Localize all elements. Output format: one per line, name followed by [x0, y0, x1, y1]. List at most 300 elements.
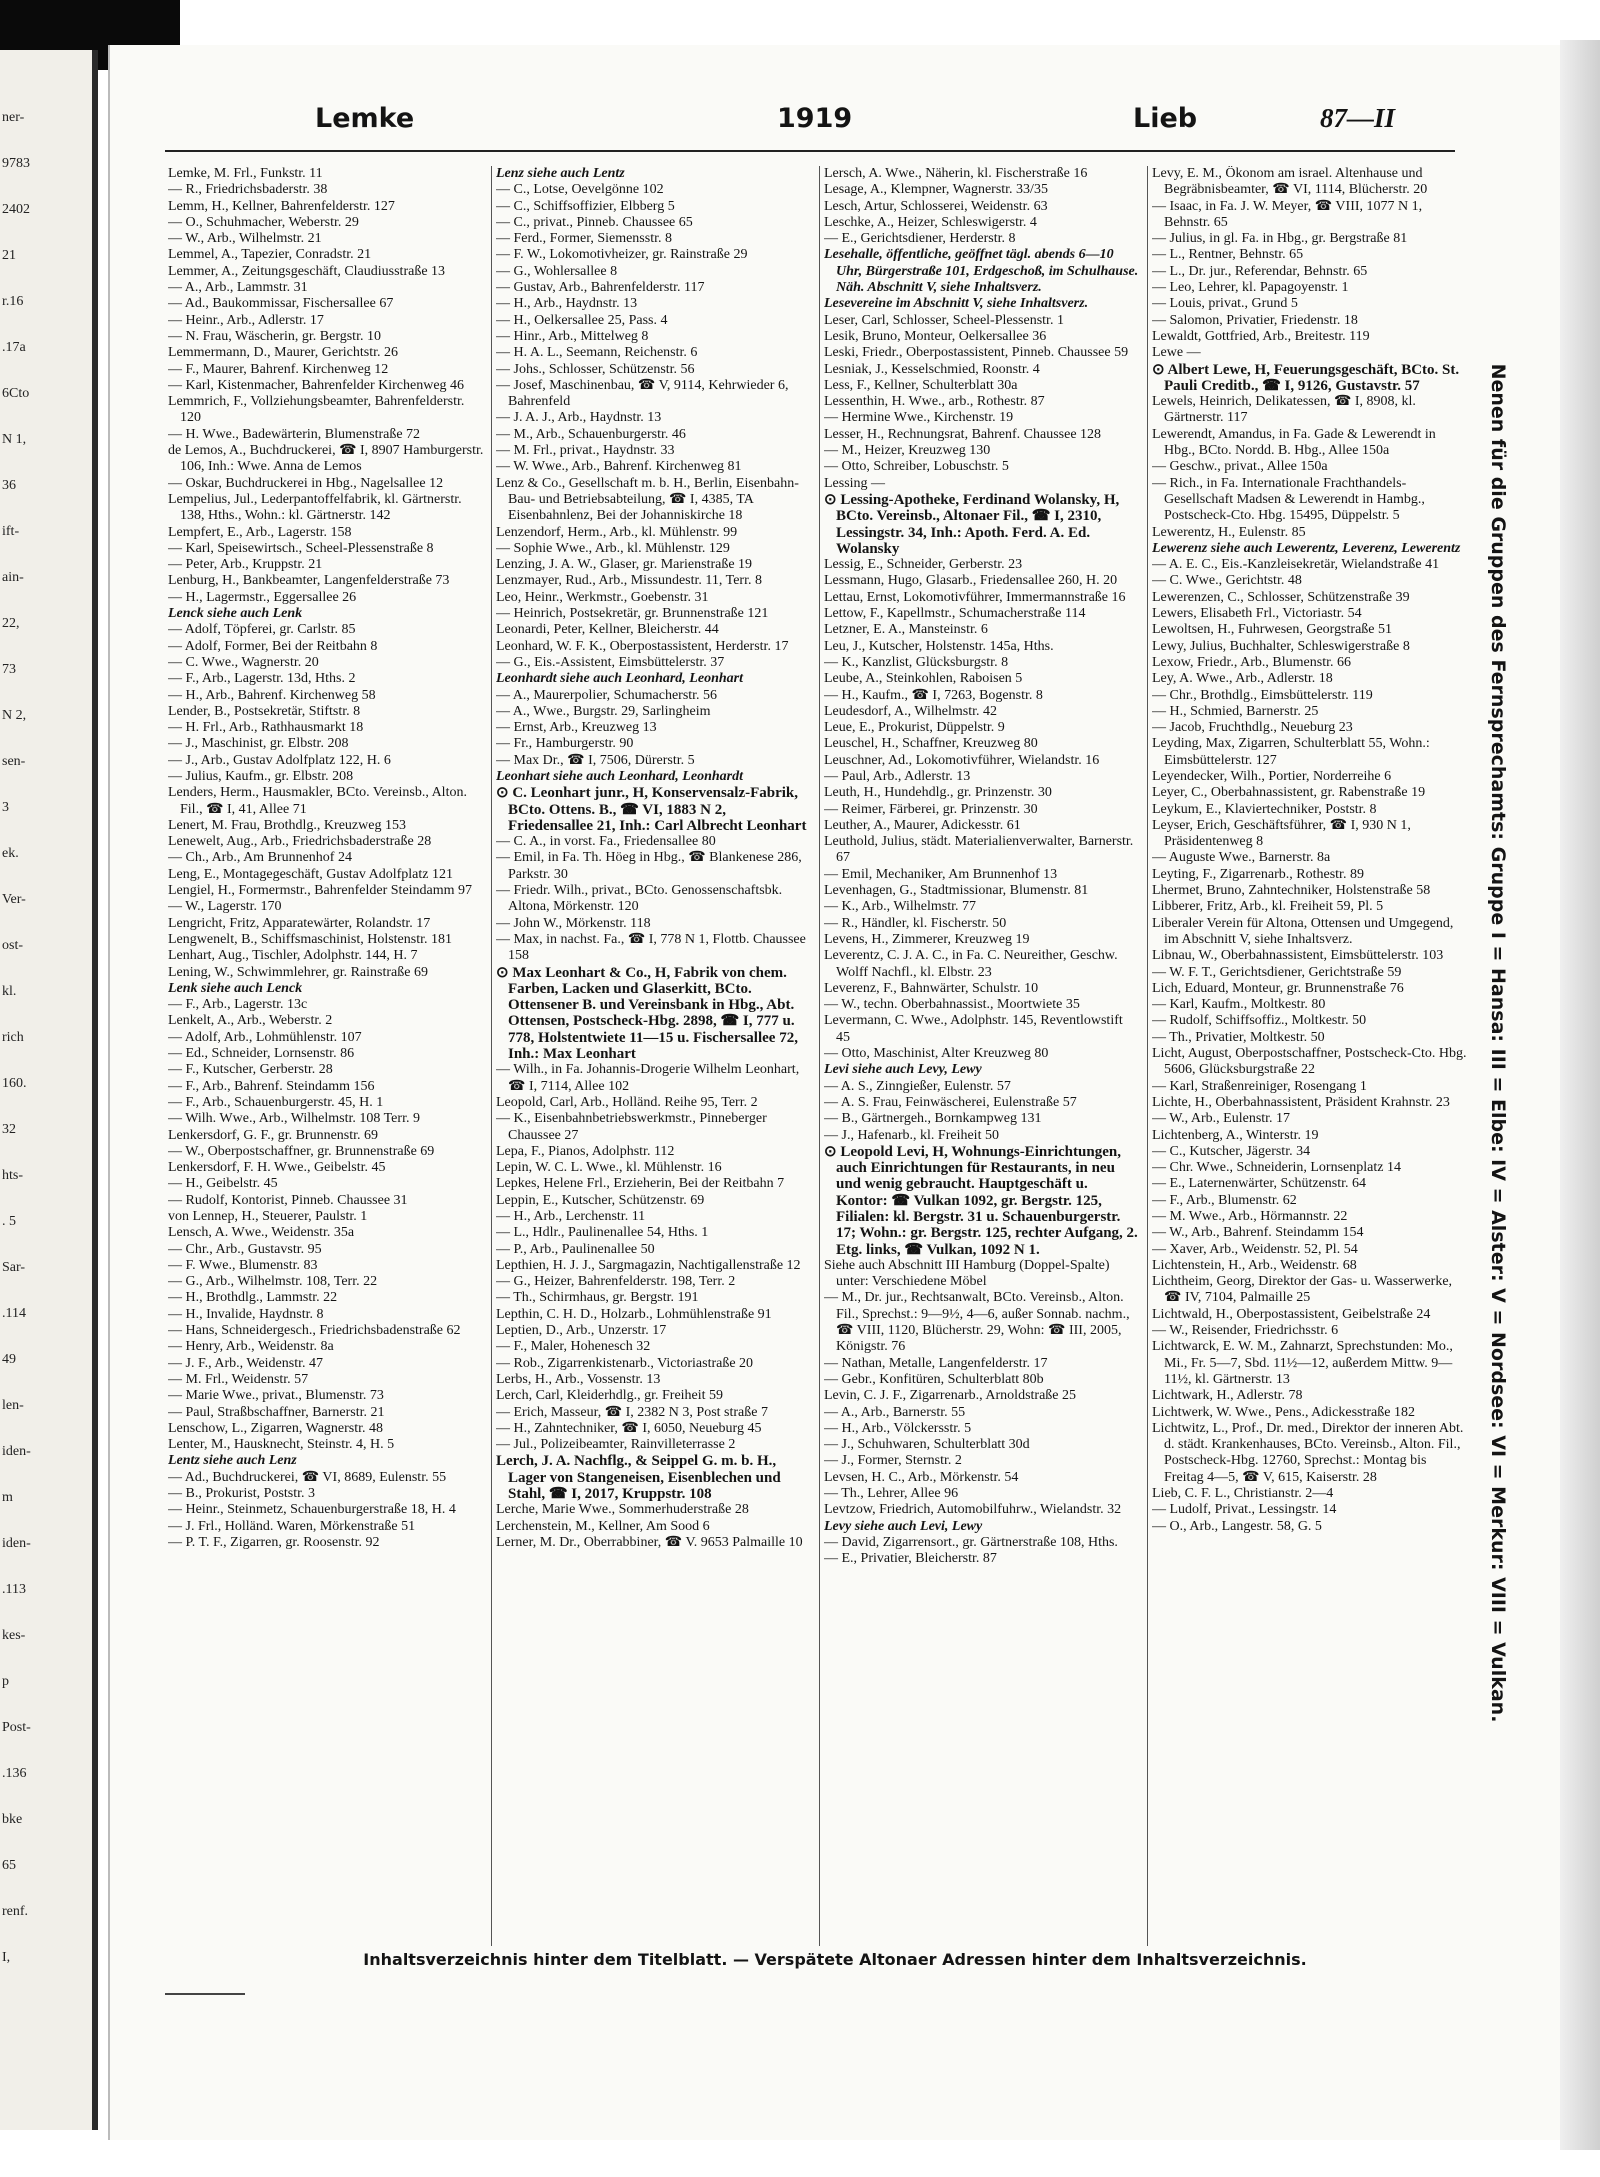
directory-entry: — W., Arb., Wilhelmstr. 21 [168, 231, 322, 247]
directory-entry: Lemm, H., Kellner, Bahrenfelderstr. 127 [168, 198, 395, 214]
page-header [165, 103, 1445, 147]
directory-entry: Leuschel, H., Schaffner, Kreuzweg 80 [824, 736, 1038, 752]
directory-entry: — Rudolf, Kontorist, Pinneb. Chaussee 31 [168, 1192, 408, 1208]
directory-entry: — L., Hdlr., Paulinenallee 54, Hths. 1 [496, 1225, 709, 1241]
directory-entry: — J. F., Arb., Weidenstr. 47 [168, 1355, 323, 1371]
directory-entry: Lesehalle, öffentliche, geöffnet tägl. abends 6—10 Uhr, Bürgerstraße 101, Erdgeschoß, im Schulhause. Näh. Abschnitt V, siehe Inhaltsverz. [824, 247, 1139, 296]
directory-entry: ⊙ Leopold Levi, H, Wohnungs-Einrichtungen, auch Einrichtungen für Restaurants, in neu und wenig gebraucht. Hauptgeschäft u. Kontor: ☎ Vulkan 1092, gr. Bergstr. 125, Filialen: kl. Bergstr. 31 u. Schauenburgerstr. 17; Wohn.: gr. Bergstr. 125, rechter Aufgang, 2. Etg. links, ☎ Vulkan, 1092 N 1. [824, 1143, 1138, 1258]
directory-entry: Lewers, Elisabeth Frl., Victoriastr. 54 [1152, 606, 1362, 622]
directory-entry: — Adolf, Arb., Lohmühlenstr. 107 [168, 1029, 362, 1045]
directory-entry: — A. S. Frau, Feinwäscherei, Eulenstraße 57 [824, 1094, 1077, 1110]
directory-entry: — Th., Privatier, Moltkestr. 50 [1152, 1029, 1325, 1045]
directory-entry: Lesik, Bruno, Monteur, Oelkersallee 36 [824, 328, 1047, 344]
directory-entry: — Ad., Baukommissar, Fischersallee 67 [168, 296, 394, 312]
directory-entry: — Oskar, Buchdruckerei in Hbg., Nagelsallee 12 [168, 475, 444, 491]
header-rule [165, 150, 1455, 152]
adjacent-page-fragment: 160. [2, 1076, 27, 1091]
directory-entry: — G., Arb., Wilhelmstr. 108, Terr. 22 [168, 1274, 378, 1290]
directory-entry: — B., Gärtnergeh., Bornkampweg 131 [824, 1111, 1042, 1127]
directory-entry: Lesage, A., Klempner, Wagnerstr. 33/35 [824, 182, 1048, 198]
directory-entry: — G., Heizer, Bahrenfelderstr. 198, Terr. 2 [496, 1274, 736, 1290]
adjacent-page-fragment: 6Cto [2, 386, 30, 401]
directory-entry: — A., Arb., Lammstr. 31 [168, 280, 308, 296]
directory-entry: — Ch., Arb., Am Brunnenhof 24 [168, 850, 352, 866]
directory-entry: — W. F. T., Gerichtsdiener, Gerichtstraße 59 [1152, 964, 1402, 980]
directory-entry: Lenkelt, A., Arb., Weberstr. 2 [168, 1013, 333, 1029]
adjacent-page-fragment: ost- [2, 938, 23, 953]
directory-entry: — Karl, Straßenreiniger, Rosengang 1 [1152, 1078, 1367, 1094]
directory-entry: — C., privat., Pinneb. Chaussee 65 [496, 214, 693, 230]
directory-entry: — Emil, in Fa. Th. Höeg in Hbg., ☎ Blankenese 286, Parkstr. 30 [496, 850, 802, 882]
directory-entry: — E., Privatier, Bleicherstr. 87 [824, 1551, 997, 1567]
directory-entry: Levin, C. J. F., Zigarrenarb., Arnoldstraße 25 [824, 1388, 1076, 1404]
directory-entry: Leverentz, C. J. A. C., in Fa. C. Neureither, Geschw. Wolff Nachfl., kl. Elbstr. 23 [824, 948, 1118, 980]
directory-entry: Lepkes, Helene Frl., Erzieherin, Bei der Reitbahn 7 [496, 1176, 785, 1192]
adjacent-page-fragment: rich [2, 1030, 24, 1045]
directory-entry: Lettow, F., Kapellmstr., Schumacherstraße 114 [824, 606, 1086, 622]
adjacent-page-fragment: .136 [2, 1766, 27, 1781]
directory-entry: — W., techn. Oberbahnassist., Moortwiete 35 [824, 997, 1080, 1013]
directory-entry: — Wilh., in Fa. Johannis-Drogerie Wilhelm Leonhart, ☎ I, 7114, Allee 102 [496, 1062, 800, 1094]
directory-entry: — A. S., Zinngießer, Eulenstr. 57 [824, 1078, 1011, 1094]
directory-entry: — J., Arb., Gustav Adolfplatz 122, H. 6 [168, 752, 391, 768]
directory-entry: — Isaac, in Fa. J. W. Meyer, ☎ VIII, 1077 N 1, Behnstr. 65 [1152, 198, 1423, 230]
directory-entry: — Ernst, Arb., Kreuzweg 13 [496, 720, 657, 736]
directory-entry: — Reimer, Färberei, gr. Prinzenstr. 30 [824, 801, 1038, 817]
directory-entry: — David, Zigarrensort., gr. Gärtnerstraße 108, Hths. [824, 1534, 1118, 1550]
directory-entry: — F., Arb., Blumenstr. 62 [1152, 1192, 1297, 1208]
directory-entry: — J., Maschinist, gr. Elbstr. 208 [168, 736, 349, 752]
adjacent-page-strip [0, 50, 98, 2130]
directory-entry: — F., Arb., Lagerstr. 13c [168, 997, 308, 1013]
directory-entry: — Hinr., Arb., Mittelweg 8 [496, 328, 649, 344]
directory-entry: — A., Maurerpolier, Schumacherstr. 56 [496, 687, 718, 703]
directory-entry: Leppin, E., Kutscher, Schützenstr. 69 [496, 1192, 705, 1208]
directory-entry: Leski, Friedr., Oberpostassistent, Pinneb. Chaussee 59 [824, 345, 1129, 361]
directory-entry: Lewaldt, Gottfried, Arb., Breitestr. 119 [1152, 328, 1370, 344]
directory-entry: — H., Geibelstr. 45 [168, 1176, 278, 1192]
directory-entry: Lenders, Herm., Hausmakler, BCto. Vereinsb., Alton. Fil., ☎ I, 41, Allee 71 [168, 785, 467, 817]
directory-entry: — Geschw., privat., Allee 150a [1152, 459, 1328, 475]
directory-entry: Lenburg, H., Bankbeamter, Langenfelderstraße 73 [168, 573, 450, 589]
adjacent-page-fragment: 2402 [2, 202, 30, 217]
directory-entry: — A., Arb., Barnerstr. 55 [824, 1404, 966, 1420]
directory-entry: — C. Wwe., Wagnerstr. 20 [168, 654, 319, 670]
directory-entry: — Jul., Polizeibeamter, Rainvilleterrasse 2 [496, 1437, 736, 1453]
directory-column-3 [824, 166, 1140, 1946]
adjacent-page-fragment: Ver- [2, 892, 26, 907]
directory-entry: Lenzendorf, Herm., Arb., kl. Mühlenstr. 99 [496, 524, 738, 540]
directory-entry: Lenkersdorf, G. F., gr. Brunnenstr. 69 [168, 1127, 379, 1143]
directory-entry: Lerche, Marie Wwe., Sommerhuderstraße 28 [496, 1502, 749, 1518]
directory-entry: — Friedr. Wilh., privat., BCto. Genossenschaftsbk. Altona, Mörkenstr. 120 [496, 883, 783, 915]
directory-entry: Lewerendt, Amandus, in Fa. Gade & Lewerendt in Hbg., BCto. Nordd. B. Hbg., Allee 150a [1152, 426, 1436, 459]
directory-entry: Leyser, Erich, Geschäftsführer, ☎ I, 930 N 1, Präsidentenweg 8 [1152, 817, 1411, 850]
directory-entry: Lemmrich, F., Vollziehungsbeamter, Bahrenfelderstr. 120 [168, 394, 465, 426]
directory-entry: Lensch, A. Wwe., Weidenstr. 35a [168, 1225, 355, 1241]
directory-entry: Lenck siehe auch Lenk [168, 606, 303, 622]
directory-entry: Lempelius, Jul., Lederpantoffelfabrik, kl. Gärtnerstr. 138, Hths., Wohn.: kl. Gärtnerstr. 142 [168, 491, 462, 524]
directory-entry: Lewels, Heinrich, Delikatessen, ☎ I, 8908, kl. Gärtnerstr. 117 [1152, 394, 1416, 426]
directory-entry: — N. Frau, Wäscherin, gr. Bergstr. 10 [168, 328, 381, 344]
adjacent-page-fragment: .113 [2, 1582, 26, 1597]
directory-entry: — Wilh. Wwe., Arb., Wilhelmstr. 108 Terr. 9 [168, 1111, 420, 1127]
adjacent-page-fragment: m [2, 1490, 13, 1505]
directory-entry: — Paul, Arb., Adlerstr. 13 [824, 768, 971, 784]
adjacent-page-fragment: .17a [2, 340, 26, 355]
directory-entry: — Heinr., Arb., Adlerstr. 17 [168, 312, 324, 328]
directory-entry: Licht, August, Oberpostschaffner, Postscheck-Cto. Hbg. 5606, Glücksburgstraße 22 [1152, 1046, 1467, 1078]
directory-entry: — C. A., in vorst. Fa., Friedensallee 80 [496, 834, 716, 850]
directory-entry: Less, F., Kellner, Schulterblatt 30a [824, 377, 1018, 393]
directory-entry: — H., Schmied, Barnerstr. 25 [1152, 703, 1319, 719]
directory-entry: — Rudolf, Schiffsoffiz., Moltkestr. 50 [1152, 1013, 1367, 1029]
directory-entry: Liberaler Verein für Altona, Ottensen und Umgegend, im Abschnitt V, siehe Inhaltsverz. [1152, 915, 1454, 947]
directory-entry: Lening, W., Schwimmlehrer, gr. Rainstraße 69 [168, 964, 428, 980]
adjacent-page-fragment: hts- [2, 1168, 23, 1183]
adjacent-page-fragment: 9783 [2, 156, 30, 171]
directory-entry: Lewoltsen, H., Fuhrwesen, Georgstraße 51 [1152, 622, 1393, 638]
directory-entry: — L., Rentner, Behnstr. 65 [1152, 247, 1304, 263]
directory-entry: Leonhart siehe auch Leonhard, Leonhardt [496, 768, 743, 784]
directory-entry: — O., Arb., Langestr. 58, G. 5 [1152, 1518, 1322, 1534]
directory-entry: — Johs., Schlosser, Schützenstr. 56 [496, 361, 695, 377]
directory-entry: — M. Frl., privat., Haydnstr. 33 [496, 443, 675, 459]
adjacent-page-fragment: 73 [2, 662, 16, 677]
telephone-exchange-legend: Nenen für die Gruppen des Fernsprechamts: Gruppe I = Hansa: III = Elbe: IV = Alster: V = Nordsee: VI = Merkur: VIII = Vulkan. [1487, 363, 1509, 1722]
adjacent-page-fragment: 21 [2, 248, 16, 263]
directory-entry: — Josef, Maschinenbau, ☎ V, 9114, Kehrwieder 6, Bahrenfeld [496, 377, 789, 410]
directory-entry: — A. E. C., Eis.-Kanzleisekretär, Wielandstraße 41 [1152, 557, 1440, 573]
directory-entry: Siehe auch Abschnitt III Hamburg (Doppel-Spalte) unter: Verschiedene Möbel [824, 1257, 1110, 1290]
directory-entry: — Chr., Brothdlg., Eimsbüttelerstr. 119 [1152, 687, 1373, 703]
column-divider [1147, 166, 1148, 1946]
directory-entry: — Xaver, Arb., Weidenstr. 52, Pl. 54 [1152, 1241, 1358, 1257]
directory-entry: Lenschow, L., Zigarren, Wagnerstr. 48 [168, 1420, 384, 1436]
directory-entry: — H., Arb., Lerchenstr. 11 [496, 1209, 646, 1224]
header-year: 1919 [777, 103, 853, 134]
directory-entry: Lenhart, Aug., Tischler, Adolphstr. 144, H. 7 [168, 948, 418, 964]
directory-entry: Lempfert, E., Arb., Lagerstr. 158 [168, 524, 352, 540]
directory-entry: — P., Arb., Paulinenallee 50 [496, 1241, 655, 1257]
directory-entry: Lerch, Carl, Kleiderhdlg., gr. Freiheit 59 [496, 1388, 724, 1404]
directory-entry: Levsen, H. C., Arb., Mörkenstr. 54 [824, 1469, 1019, 1485]
directory-entry: ⊙ Lessing-Apotheke, Ferdinand Wolansky, H, BCto. Vereinsb., Altonaer Fil., ☎ I, 2310, Lessingstr. 34, Inh.: Apoth. Ferd. A. Ed. Wolansky [824, 491, 1120, 557]
directory-entry: — Otto, Schreiber, Lobuschstr. 5 [824, 459, 1009, 475]
directory-entry: — Heinrich, Postsekretär, gr. Brunnenstraße 121 [496, 606, 769, 622]
directory-entry: — Gebr., Konfitüren, Schulterblatt 80b [824, 1371, 1044, 1387]
directory-entry: — Salomon, Privatier, Friedenstr. 18 [1152, 312, 1358, 328]
adjacent-page-fragment: 22, [2, 616, 20, 631]
directory-entry: Leptien, D., Arb., Unzerstr. 17 [496, 1323, 667, 1339]
directory-entry: — W., Lagerstr. 170 [168, 899, 282, 915]
directory-entry: Leonardi, Peter, Kellner, Bleicherstr. 44 [496, 622, 719, 638]
directory-entry: Lerchenstein, M., Kellner, Am Sood 6 [496, 1518, 710, 1534]
directory-entry: — E., Laternenwärter, Schützenstr. 64 [1152, 1176, 1367, 1192]
column-divider [819, 166, 820, 1946]
directory-entry: ⊙ Max Leonhart & Co., H, Fabrik von chem. Farben, Lacken und Glaserkitt, BCto. Ottensener B. und Vereinsbank in Hbg., Abt. Ottensen, Postscheck-Hbg. 2898, ☎ I, 777 u. 778, Holstentwiete 11—15 u. Fischersallee 72, Inh.: Max Leonhart [496, 964, 798, 1063]
header-first-name: Lemke [315, 103, 415, 134]
directory-entry: — F., Arb., Schauenburgerstr. 45, H. 1 [168, 1094, 384, 1110]
directory-entry: — J. A. J., Arb., Haydnstr. 13 [496, 410, 662, 426]
directory-entry: — Karl, Kistenmacher, Bahrenfelder Kirchenweg 46 [168, 377, 465, 393]
adjacent-page-fragment: 49 [2, 1352, 16, 1367]
directory-entry: — C., Schiffsoffizier, Elbberg 5 [496, 198, 675, 214]
directory-entry: Lengwenelt, B., Schiffsmaschinist, Holstenstr. 181 [168, 931, 452, 947]
directory-entry: — R., Händler, kl. Fischerstr. 50 [824, 915, 1007, 931]
directory-entry: Levy siehe auch Levi, Lewy [824, 1518, 983, 1534]
directory-entry: — K., Eisenbahnbetriebswerkmstr., Pinneberger Chaussee 27 [496, 1111, 767, 1143]
directory-entry: Leu, J., Kutscher, Holstenstr. 145a, Hths. [824, 638, 1054, 654]
adjacent-page-fragment: 36 [2, 478, 16, 493]
directory-entry: — Hans, Schneidergesch., Friedrichsbadenstraße 62 [168, 1323, 461, 1339]
directory-entry: Lemmer, A., Zeitungsgeschäft, Claudiusstraße 13 [168, 263, 446, 279]
directory-entry: — Ferd., Former, Siemensstr. 8 [496, 231, 672, 247]
directory-entry: de Lemos, A., Buchdruckerei, ☎ I, 8907 Hamburgerstr. 106, Inh.: Wwe. Anna de Lemos [168, 443, 484, 475]
directory-entry: — Max Dr., ☎ I, 7506, Dürerstr. 5 [496, 752, 695, 768]
directory-entry: — G., Wohlersallee 8 [496, 263, 618, 279]
directory-entry: — M., Arb., Schauenburgerstr. 46 [496, 426, 686, 442]
directory-entry: — F. W., Lokomotivheizer, gr. Rainstraße 29 [496, 247, 748, 263]
directory-entry: Leyting, F., Zigarrenarb., Rothestr. 89 [1152, 866, 1364, 882]
directory-entry: — Emil, Mechaniker, Am Brunnenhof 13 [824, 866, 1058, 882]
adjacent-page-fragment: N 2, [2, 708, 27, 723]
directory-entry: Lemmermann, D., Maurer, Gerichtstr. 26 [168, 345, 398, 361]
directory-entry: Levenhagen, G., Stadtmissionar, Blumenstr. 81 [824, 883, 1089, 899]
directory-entry: — H., Arb., Haydnstr. 13 [496, 296, 638, 312]
directory-entry: Lenz siehe auch Lentz [496, 166, 625, 181]
directory-entry: — Otto, Maschinist, Alter Kreuzweg 80 [824, 1046, 1049, 1062]
directory-entry: Letzner, E. A., Mansteinstr. 6 [824, 622, 988, 638]
adjacent-page-fragment: sen- [2, 754, 26, 769]
directory-entry: Lichtheim, Georg, Direktor der Gas- u. Wasserwerke, ☎ IV, 7104, Palmaille 25 [1152, 1274, 1453, 1306]
directory-entry: — W., Oberpostschaffner, gr. Brunnenstraße 69 [168, 1143, 435, 1159]
directory-entry: — Ludolf, Privat., Lessingstr. 14 [1152, 1502, 1337, 1518]
directory-entry: — K., Kanzlist, Glücksburgstr. 8 [824, 654, 1009, 670]
directory-entry: — H., Invalide, Haydnstr. 8 [168, 1306, 324, 1322]
directory-entry: Lesch, Artur, Schlosserei, Weidenstr. 63 [824, 198, 1048, 214]
directory-entry: Leuther, A., Maurer, Adickesstr. 61 [824, 817, 1021, 833]
directory-entry: — H. Wwe., Badewärterin, Blumenstraße 72 [168, 426, 421, 442]
directory-entry: — H. A. L., Seemann, Reichenstr. 6 [496, 345, 698, 361]
adjacent-page-fragment: kl. [2, 984, 17, 999]
directory-entry: — H., Kaufm., ☎ I, 7263, Bogenstr. 8 [824, 687, 1043, 703]
directory-entry: — Adolf, Töpferei, gr. Carlstr. 85 [168, 622, 356, 638]
directory-entry: Lieb, C. F. L., Christianstr. 2—4 [1152, 1486, 1334, 1502]
page-edge-shadow [1560, 40, 1600, 2150]
directory-entry: — F., Maler, Hohenesch 32 [496, 1339, 651, 1355]
directory-entry: Leschke, A., Heizer, Schleswigerstr. 4 [824, 214, 1037, 230]
directory-entry: — F., Arb., Bahrenf. Steindamm 156 [168, 1078, 375, 1094]
directory-entry: Leonhard, W. F. K., Oberpostassistent, Herderstr. 17 [496, 638, 789, 654]
directory-entry: — O., Schuhmacher, Weberstr. 29 [168, 214, 359, 230]
directory-entry: — Adolf, Former, Bei der Reitbahn 8 [168, 638, 378, 654]
directory-entry: — F., Maurer, Bahrenf. Kirchenweg 12 [168, 361, 389, 377]
footer-rule [165, 1993, 245, 1995]
adjacent-page-fragment: p [2, 1674, 9, 1689]
directory-entry: — Heinr., Steinmetz, Schauenburgerstraße 18, H. 4 [168, 1502, 456, 1518]
directory-entry: — Nathan, Metalle, Langenfelderstr. 17 [824, 1355, 1048, 1371]
directory-entry: Lessenthin, H. Wwe., arb., Rothestr. 87 [824, 394, 1045, 410]
directory-entry: Lhermet, Bruno, Zahntechniker, Holstenstraße 58 [1152, 883, 1431, 899]
directory-entry: Leube, A., Steinkohlen, Raboisen 5 [824, 671, 1023, 687]
directory-entry: Lesser, H., Rechnungsrat, Bahrenf. Chaussee 128 [824, 426, 1102, 442]
directory-entry: — C. Wwe., Gerichtstr. 48 [1152, 573, 1302, 589]
directory-entry: — K., Arb., Wilhelmstr. 77 [824, 899, 977, 915]
directory-entry: Lenewelt, Aug., Arb., Friedrichsbaderstraße 28 [168, 834, 432, 850]
directory-entry: Leyendecker, Wilh., Portier, Norderreihe 6 [1152, 768, 1392, 784]
directory-entry: — W., Arb., Bahrenf. Steindamm 154 [1152, 1225, 1364, 1241]
directory-entry: — Rich., in Fa. Internationale Frachthandels-Gesellschaft Madsen & Lewerendt in Hambg., Postscheck-Cto. Hbg. 15495, Düppelstr. 5 [1152, 475, 1425, 524]
directory-entry: Levy, E. M., Ökonom am israel. Altenhause und Begräbnisbeamter, ☎ VI, 1114, Blücherstr. 20 [1152, 166, 1428, 198]
directory-entry: — Sophie Wwe., Arb., kl. Mühlenstr. 129 [496, 540, 730, 556]
directory-entry: Lepthin, C. H. D., Holzarb., Lohmühlenstraße 91 [496, 1306, 772, 1322]
directory-entry: — W. Wwe., Arb., Bahrenf. Kirchenweg 81 [496, 459, 742, 475]
book-gutter [92, 50, 98, 2130]
directory-entry: von Lennep, H., Steuerer, Paulstr. 1 [168, 1209, 368, 1224]
directory-entry: Leuthold, Julius, städt. Materialienverwalter, Barnerstr. 67 [824, 834, 1134, 866]
adjacent-page-fragment: N 1, [2, 432, 27, 447]
directory-entry: — Jacob, Fruchthdlg., Neueburg 23 [1152, 720, 1353, 736]
directory-entry: Lichtenberg, A., Winterstr. 19 [1152, 1127, 1319, 1143]
directory-entry: ⊙ Albert Lewe, H, Feuerungsgeschäft, BCto. St. Pauli Creditb., ☎ I, 9126, Gustavstr. 57 [1152, 361, 1460, 394]
directory-entry: — M. Wwe., Arb., Hörmannstr. 22 [1152, 1209, 1348, 1224]
directory-entry: Lenk siehe auch Lenck [168, 980, 303, 996]
directory-entry: Leudesdorf, A., Wilhelmstr. 42 [824, 703, 997, 719]
directory-column-4 [1152, 166, 1468, 1946]
adjacent-page-fragment: Sar- [2, 1260, 26, 1275]
directory-entry: Levermann, C. Wwe., Adolphstr. 145, Reventlowstift 45 [824, 1013, 1123, 1045]
directory-entry: — G., Eis.-Assistent, Eimsbüttelerstr. 37 [496, 654, 725, 670]
directory-entry: Leuth, H., Hundehdlg., gr. Prinzenstr. 30 [824, 785, 1052, 801]
directory-entry: — Erich, Masseur, ☎ I, 2382 N 3, Post straße 7 [496, 1404, 768, 1420]
directory-entry: Lewerenzen, C., Schlosser, Schützenstraße 39 [1152, 589, 1410, 605]
directory-entry: — Leo, Lehrer, kl. Papagoyenstr. 1 [1152, 280, 1349, 296]
directory-entry: — Karl, Speisewirtsch., Scheel-Plessenstraße 8 [168, 540, 434, 556]
directory-entry: Leopold, Carl, Arb., Holländ. Reihe 95, Terr. 2 [496, 1094, 758, 1110]
directory-entry: — H., Arb., Völckersstr. 5 [824, 1420, 972, 1436]
directory-entry: — Auguste Wwe., Barnerstr. 8a [1152, 850, 1331, 866]
directory-entry: — Julius, Kaufm., gr. Elbstr. 208 [168, 768, 354, 784]
directory-entry: Lewy, Julius, Buchhalter, Schleswigerstraße 8 [1152, 638, 1410, 654]
directory-column-1 [168, 166, 484, 1946]
adjacent-page-fragment: 3 [2, 800, 9, 815]
directory-entry: — Paul, Straßbschaffner, Barnerstr. 21 [168, 1404, 385, 1420]
directory-entry: Lesniak, J., Kesselschmied, Roonstr. 4 [824, 361, 1040, 377]
adjacent-page-fragment: renf. [2, 1904, 29, 1919]
directory-entry: Lenert, M. Frau, Brothdlg., Kreuzweg 153 [168, 817, 406, 833]
directory-entry: Leue, E., Prokurist, Düppelstr. 9 [824, 720, 1005, 736]
directory-entry: — L., Dr. jur., Referendar, Behnstr. 65 [1152, 263, 1368, 279]
directory-entry: — H., Zahntechniker, ☎ I, 6050, Neueburg 45 [496, 1420, 762, 1436]
adjacent-page-fragment: ift- [2, 524, 20, 539]
directory-entry: — Ed., Schneider, Lornsenstr. 86 [168, 1046, 355, 1062]
directory-entry: — H., Brothdlg., Lammstr. 22 [168, 1290, 338, 1306]
directory-entry: Lenzing, J. A. W., Glaser, gr. Marienstraße 19 [496, 557, 753, 573]
adjacent-page-fragment: 32 [2, 1122, 16, 1137]
directory-entry: Lich, Eduard, Monteur, gr. Brunnenstraße 76 [1152, 980, 1404, 996]
directory-entry: ⊙ C. Leonhart junr., H, Konservensalz-Fabrik, BCto. Ottens. B., ☎ VI, 1883 N 2, Friedensallee 21, Inh.: Carl Albrecht Leonhart [496, 785, 807, 834]
directory-entry: Leverenz, F., Bahnwärter, Schulstr. 10 [824, 980, 1039, 996]
adjacent-page-fragment: I, [2, 1950, 11, 1965]
directory-entry: Lexow, Friedr., Arb., Blumenstr. 66 [1152, 654, 1351, 670]
directory-entry: — F. Wwe., Blumenstr. 83 [168, 1257, 318, 1273]
directory-entry: Lichtwark, H., Adlerstr. 78 [1152, 1388, 1303, 1404]
page-footer: Inhaltsverzeichnis hinter dem Titelblatt. — Verspätete Altonaer Adressen hinter dem Inhaltsverzeichnis. [363, 1950, 1307, 1969]
directory-entry: Levens, H., Zimmerer, Kreuzweg 19 [824, 931, 1030, 947]
directory-entry: — Hermine Wwe., Kirchenstr. 19 [824, 410, 1014, 426]
adjacent-page-fragment: ain- [2, 570, 24, 585]
directory-entry: Libberer, Fritz, Arb., kl. Freiheit 59, Pl. 5 [1152, 899, 1384, 915]
directory-entry: — B., Prokurist, Poststr. 3 [168, 1486, 316, 1502]
directory-entry: Lenzmayer, Rud., Arb., Missundestr. 11, Terr. 8 [496, 573, 762, 589]
header-page-number: 87—II [1320, 103, 1396, 133]
directory-entry: — E., Gerichtsdiener, Herderstr. 8 [824, 231, 1016, 247]
directory-entry: — Marie Wwe., privat., Blumenstr. 73 [168, 1388, 384, 1404]
directory-column-2 [496, 166, 812, 1946]
directory-entry: Lersch, A. Wwe., Näherin, kl. Fischerstraße 16 [824, 166, 1088, 181]
adjacent-page-fragment: . 5 [2, 1214, 16, 1229]
directory-entry: — H., Oelkersallee 25, Pass. 4 [496, 312, 668, 328]
column-divider [491, 166, 492, 1946]
adjacent-page-fragment: ek. [2, 846, 19, 861]
directory-entry: — Julius, in gl. Fa. in Hbg., gr. Bergstraße 81 [1152, 231, 1408, 247]
directory-entry: Lewe — [1152, 345, 1201, 361]
side-margin-note [1478, 255, 1518, 1830]
directory-entry: Lerner, M. Dr., Oberrabbiner, ☎ V. 9653 Palmaille 10 [496, 1534, 803, 1550]
directory-entry: Lentz siehe auch Lenz [168, 1453, 297, 1469]
directory-entry: Leyding, Max, Zigarren, Schulterblatt 55, Wohn.: Eimsbüttelerstr. 127 [1152, 736, 1430, 768]
directory-entry: — John W., Mörkenstr. 118 [496, 915, 651, 931]
adjacent-page-fragment: ner- [2, 110, 25, 125]
directory-entry: Libnau, W., Oberbahnassistent, Eimsbüttelerstr. 103 [1152, 948, 1444, 964]
directory-entry: — Gustav, Arb., Bahrenfelderstr. 117 [496, 280, 705, 296]
directory-entry: — H., Lagermstr., Eggersallee 26 [168, 589, 357, 605]
directory-entry: — H. Frl., Arb., Rathhausmarkt 18 [168, 720, 364, 736]
directory-entry: — A., Wwe., Burgstr. 29, Sarlingheim [496, 703, 711, 719]
directory-entry: — Fr., Hamburgerstr. 90 [496, 736, 634, 752]
directory-entry: Lettau, Ernst, Lokomotivführer, Immermannstraße 16 [824, 589, 1126, 605]
directory-entry: — Henry, Arb., Weidenstr. 8a [168, 1339, 334, 1355]
directory-entry: — Chr. Wwe., Schneiderin, Lornsenplatz 14 [1152, 1160, 1401, 1176]
directory-entry: Leo, Heinr., Werkmstr., Goebenstr. 31 [496, 589, 709, 605]
directory-entry: Leng, E., Montagegeschäft, Gustav Adolfplatz 121 [168, 866, 453, 882]
directory-entry: Lemke, M. Frl., Funkstr. 11 [168, 166, 323, 181]
directory-entry: Lichtwerk, W. Wwe., Pens., Adickesstraße 182 [1152, 1404, 1415, 1420]
directory-entry: — J., Schuhwaren, Schulterblatt 30d [824, 1437, 1030, 1453]
adjacent-page-fragment: len- [2, 1398, 24, 1413]
adjacent-page-fragment: 65 [2, 1858, 16, 1873]
directory-entry: Lichtwitz, L., Prof., Dr. med., Direktor der inneren Abt. d. städt. Krankenhauses, BCto. Vereinsb., Alton. Fil., Postscheck-Hbg. 12760, Sprechst.: Montag bis Freitag 4—5, ☎ V, 615, Kaiserstr. 28 [1152, 1420, 1464, 1485]
adjacent-page-fragment: iden- [2, 1536, 31, 1551]
directory-entry: Lepthien, H. J. J., Sargmagazin, Nachtigallenstraße 12 [496, 1257, 801, 1273]
directory-entry: — R., Friedrichsbaderstr. 38 [168, 182, 328, 198]
directory-entry: — Louis, privat., Grund 5 [1152, 296, 1298, 312]
directory-entry: — Th., Lehrer, Allee 96 [824, 1486, 959, 1502]
directory-entry: Lender, B., Postsekretär, Stiftstr. 8 [168, 703, 361, 719]
directory-entry: Lichtwald, H., Oberpostassistent, Geibelstraße 24 [1152, 1306, 1431, 1322]
directory-entry: — Max, in nachst. Fa., ☎ I, 778 N 1, Flottb. Chaussee 158 [496, 931, 806, 964]
directory-entry: Levtzow, Friedrich, Automobilfuhrw., Wielandstr. 32 [824, 1502, 1122, 1518]
directory-entry: Lessmann, Hugo, Glasarb., Friedensallee 260, H. 20 [824, 573, 1118, 589]
directory-entry: Levi siehe auch Levy, Lewy [824, 1062, 982, 1078]
directory-entry: Lengiel, H., Formermstr., Bahrenfelder Steindamm 97 [168, 883, 473, 899]
directory-entry: Lewerentz, H., Eulenstr. 85 [1152, 524, 1306, 540]
directory-entry: Lesevereine im Abschnitt V, siehe Inhaltsverz. [824, 296, 1089, 312]
directory-entry: Lerch, J. A. Nachflg., & Seippel G. m. b. H., Lager von Stangeneisen, Eisenblechen und Stahl, ☎ I, 2017, Kruppstr. 108 [496, 1453, 781, 1503]
directory-entry: Lenkersdorf, F. H. Wwe., Geibelstr. 45 [168, 1160, 386, 1176]
directory-entry: — W., Arb., Eulenstr. 17 [1152, 1111, 1291, 1127]
